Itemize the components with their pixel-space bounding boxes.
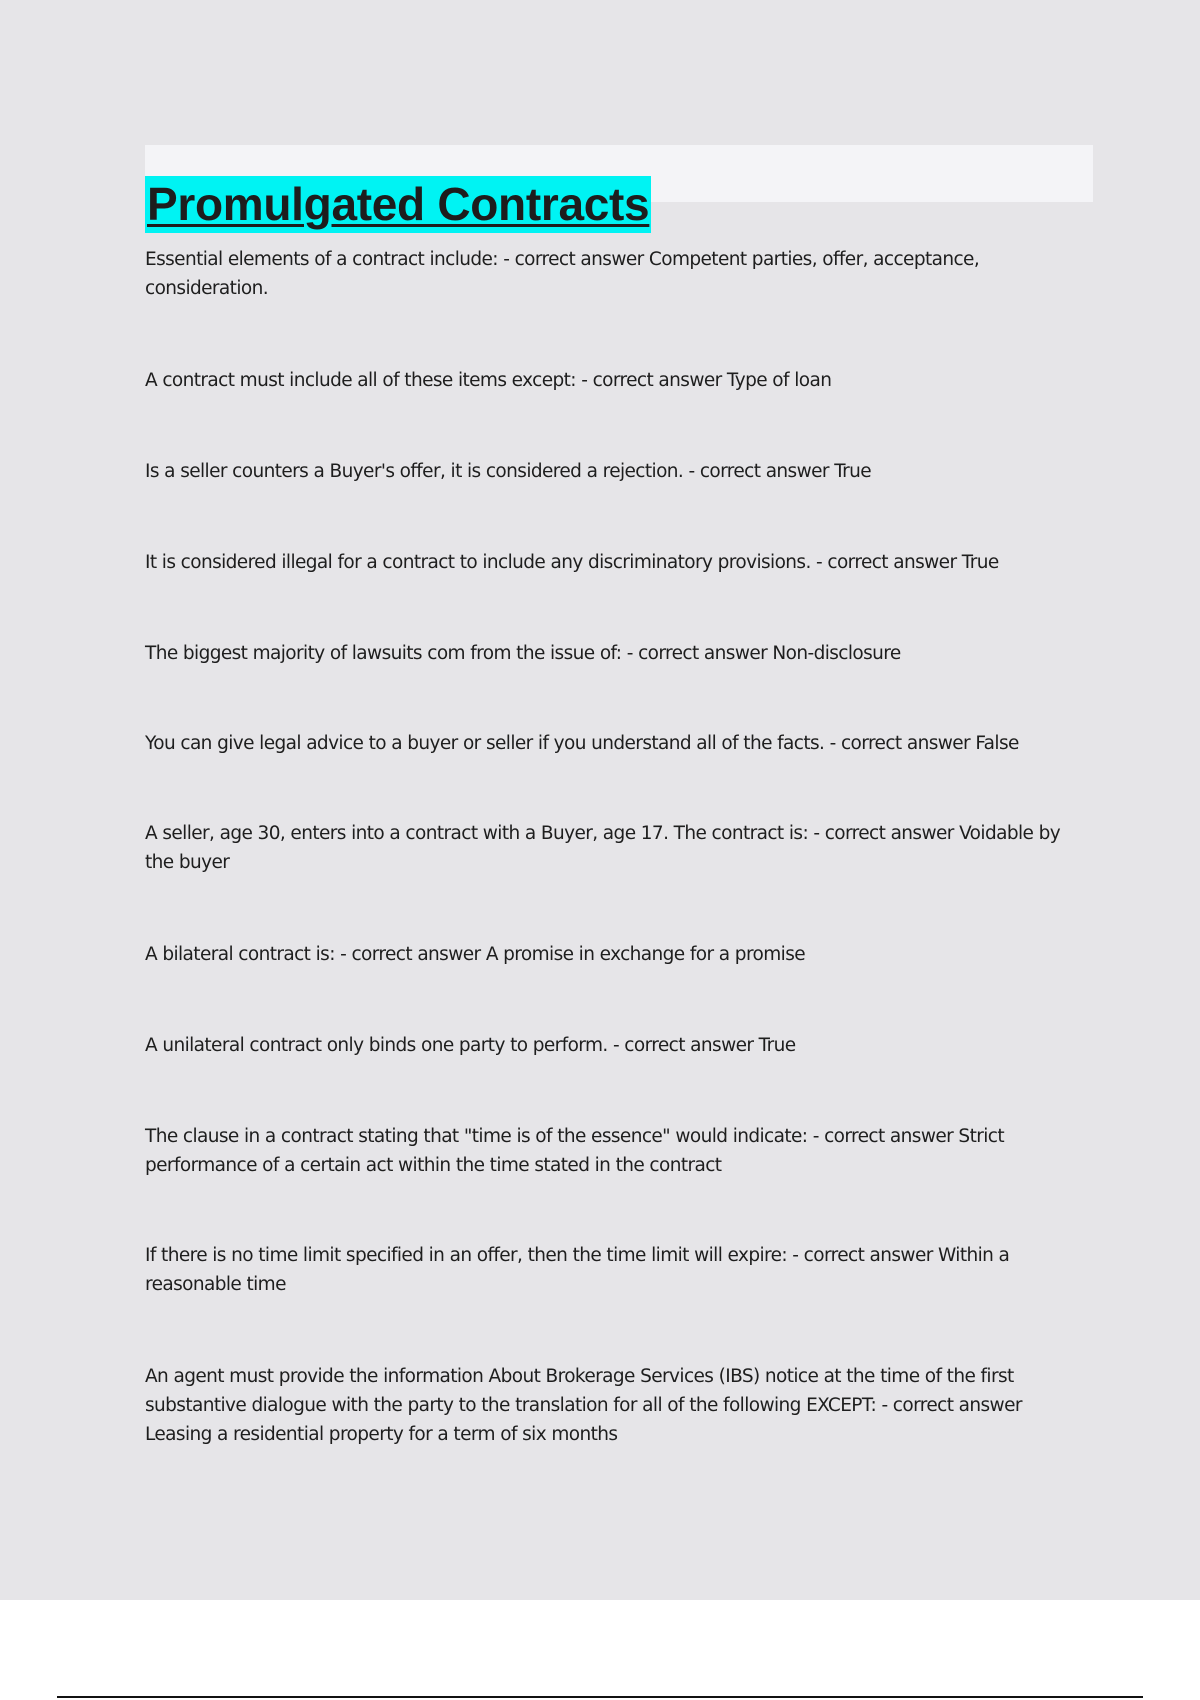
qa-item: If there is no time limit specified in an offer, then the time limit will expire: - correct answer Within a reasonable time	[145, 1245, 1010, 1295]
qa-item: The clause in a contract stating that "time is of the essence" would indicate: - correct answer Strict performance of a certain act within the time stated in the contract	[145, 1126, 1004, 1176]
qa-item: You can give legal advice to a buyer or seller if you understand all of the facts. - correct answer False	[145, 733, 1019, 754]
document-title: Promulgated Contracts	[145, 176, 651, 233]
qa-item: A bilateral contract is: - correct answer A promise in exchange for a promise	[145, 944, 806, 965]
qa-item: A unilateral contract only binds one party to perform. - correct answer True	[145, 1035, 796, 1056]
qa-item: It is considered illegal for a contract to include any discriminatory provisions. - correct answer True	[145, 552, 999, 573]
qa-item: A contract must include all of these items except: - correct answer Type of loan	[145, 370, 832, 391]
footer-rule	[57, 1696, 1143, 1698]
qa-item: A seller, age 30, enters into a contract with a Buyer, age 17. The contract is: - correct answer Voidable by the buyer	[145, 823, 1061, 873]
qa-item: The biggest majority of lawsuits com from the issue of: - correct answer Non-disclosure	[145, 643, 901, 664]
qa-item: An agent must provide the information About Brokerage Services (IBS) notice at the time of the first substantive dialogue with the party to the translation for all of the following EXCEPT: - correct answer Leasing a residential property for a term of six months	[145, 1366, 1022, 1445]
qa-item: Is a seller counters a Buyer's offer, it is considered a rejection. - correct answer True	[145, 461, 872, 482]
qa-item: Essential elements of a contract include: - correct answer Competent parties, offer, acceptance, consideration.	[145, 249, 980, 299]
